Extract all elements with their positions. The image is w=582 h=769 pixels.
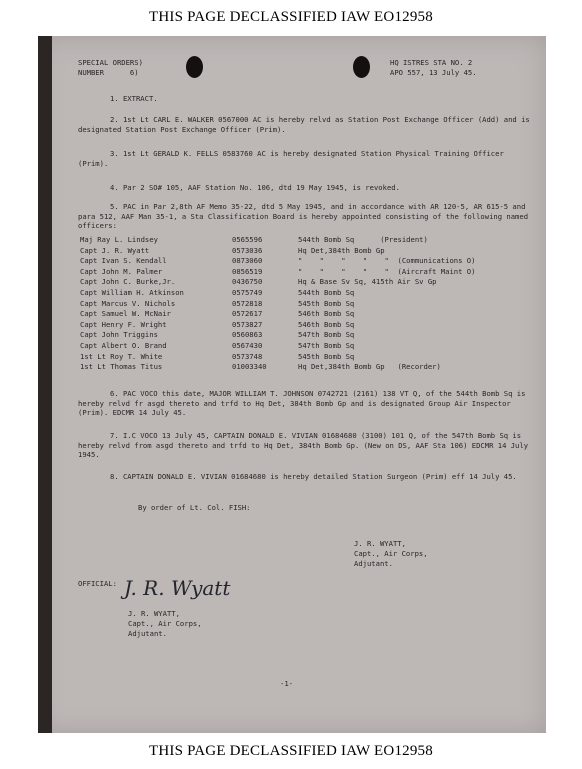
para-8: 8. CAPTAIN DONALD E. VIVIAN 01684680 is hereby detailed Station Surgeon (Prim) eff 14 July 45.	[110, 472, 517, 481]
signature-name: J. R. WYATT,	[354, 539, 406, 548]
officer-unit: 545th Bomb Sq	[298, 298, 355, 308]
by-order-line: By order of Lt. Col. FISH:	[138, 503, 251, 512]
officer-name: Capt John M. Palmer	[80, 266, 163, 276]
officer-serial: 0572617	[232, 309, 263, 319]
official-rank: Capt., Air Corps,	[128, 619, 202, 628]
officer-unit: 545th Bomb Sq	[298, 351, 355, 361]
officer-name: 1st Lt Thomas Titus	[80, 362, 163, 372]
officer-unit: Hq & Base Sv Sq, 415th Air Sv Gp	[298, 277, 437, 287]
official-name: J. R. WYATT,	[128, 609, 180, 618]
officer-name: 1st Lt Roy T. White	[80, 351, 163, 361]
officer-unit: 546th Bomb Sq	[298, 319, 355, 329]
para-6: 6. PAC VOCO this date, MAJOR WILLIAM T. JOHNSON 0742721 (2161) 138 VT Q, of the 544th Bomb Sq is hereby relvd fr asgd thereto and trfd to Hq Det, 384th Bomb Gp and is designated Group Air Inspector (Prim). EDCMR 14 July 45.	[78, 389, 526, 417]
officer-serial: 01003340	[232, 362, 267, 372]
officer-unit: 546th Bomb Sq	[298, 309, 355, 319]
para-3: 3. 1st Lt GERALD K. FELLS 0583760 AC is hereby designated Station Physical Training Officer (Prim).	[78, 149, 504, 168]
page-number: -1-	[280, 679, 293, 688]
header-station: HQ ISTRES STA NO. 2	[390, 58, 473, 67]
officer-serial: 0573036	[232, 245, 263, 255]
para-2: 2. 1st Lt CARL E. WALKER 0567000 AC is hereby relvd as Station Post Exchange Officer (Add) and is designated Station Post Exchange Officer (Prim).	[78, 115, 530, 134]
declassified-banner-bottom: THIS PAGE DECLASSIFIED IAW EO12958	[149, 743, 433, 759]
officer-serial: 0436750	[232, 277, 263, 287]
header-number: NUMBER 6)	[78, 68, 139, 77]
officer-serial: 0575749	[232, 288, 263, 297]
header-orders: SPECIAL ORDERS)	[78, 58, 143, 67]
officer-serial: 0572818	[232, 298, 263, 308]
para-4: 4. Par 2 SO# 105, AAF Station No. 106, dtd 19 May 1945, is revoked.	[110, 183, 400, 192]
handwritten-signature: J. R. Wyatt	[124, 576, 231, 600]
para-1: 1. EXTRACT.	[110, 94, 158, 103]
officer-unit: 544th Bomb Sq (President)	[298, 235, 428, 244]
official-label: OFFICIAL:	[78, 579, 117, 588]
officer-name: Maj Ray L. Lindsey	[80, 235, 158, 244]
order-text	[38, 36, 546, 733]
signature-rank: Capt., Air Corps,	[354, 549, 428, 558]
officer-name: Capt Albert O. Brand	[80, 341, 167, 350]
officer-name: Capt J. R. Wyatt	[80, 245, 150, 255]
officer-name: Capt Samuel W. McNair	[80, 309, 171, 319]
officer-name: Capt Marcus V. Nichols	[80, 298, 176, 308]
header-date: APO 557, 13 July 45.	[390, 68, 477, 77]
officer-name: Capt Henry F. Wright	[80, 319, 167, 329]
officer-name: Capt John Triggins	[80, 330, 158, 340]
officer-unit: 547th Bomb Sq	[298, 330, 355, 340]
officer-serial: 0856519	[232, 266, 263, 276]
officer-serial: 0560863	[232, 330, 263, 340]
officer-serial: 0565596	[232, 235, 263, 244]
officer-serial: 0567430	[232, 341, 263, 350]
officer-name: Capt John C. Burke,Jr.	[80, 277, 176, 287]
officer-unit: 547th Bomb Sq	[298, 341, 355, 350]
document-page	[38, 36, 546, 733]
officer-name: Capt William H. Atkinson	[80, 288, 184, 297]
officer-serial: 0573748	[232, 351, 263, 361]
para-7: 7. I.C VOCO 13 July 45, CAPTAIN DONALD E. VIVIAN 01684680 (3100) 101 Q, of the 547th Bomb Sq is hereby relvd from asgd thereto and trfd to Hq Det, 384th Bomb Gp. (New on DS, AAF Sta 106) EDCMR 14 July 1945.	[78, 431, 529, 459]
officer-unit: Hq Det,384th Bomb Gp (Recorder)	[298, 362, 441, 372]
signature-title: Adjutant.	[354, 559, 393, 568]
declassified-banner-top: THIS PAGE DECLASSIFIED IAW EO12958	[149, 9, 433, 25]
officer-unit: 544th Bomb Sq	[298, 288, 355, 297]
officer-name: Capt Ivan S. Kendall	[80, 256, 167, 266]
officer-unit: " " " " " (Aircraft Maint O)	[298, 266, 476, 276]
officer-serial: 0573827	[232, 319, 263, 329]
officer-serial: 0873060	[232, 256, 263, 266]
para-5: 5. PAC in Par 2,8th AF Memo 35-22, dtd 5 May 1945, and in accordance with AR 120-5, AR 615-5 and para 512, AAF Man 35-1, a Sta Classification Board is hereby appointed consisting of the following named officers:	[78, 202, 529, 230]
officer-unit: Hq Det,384th Bomb Gp	[298, 245, 385, 255]
official-title: Adjutant.	[128, 629, 167, 638]
officer-unit: " " " " " (Communications O)	[298, 256, 476, 266]
